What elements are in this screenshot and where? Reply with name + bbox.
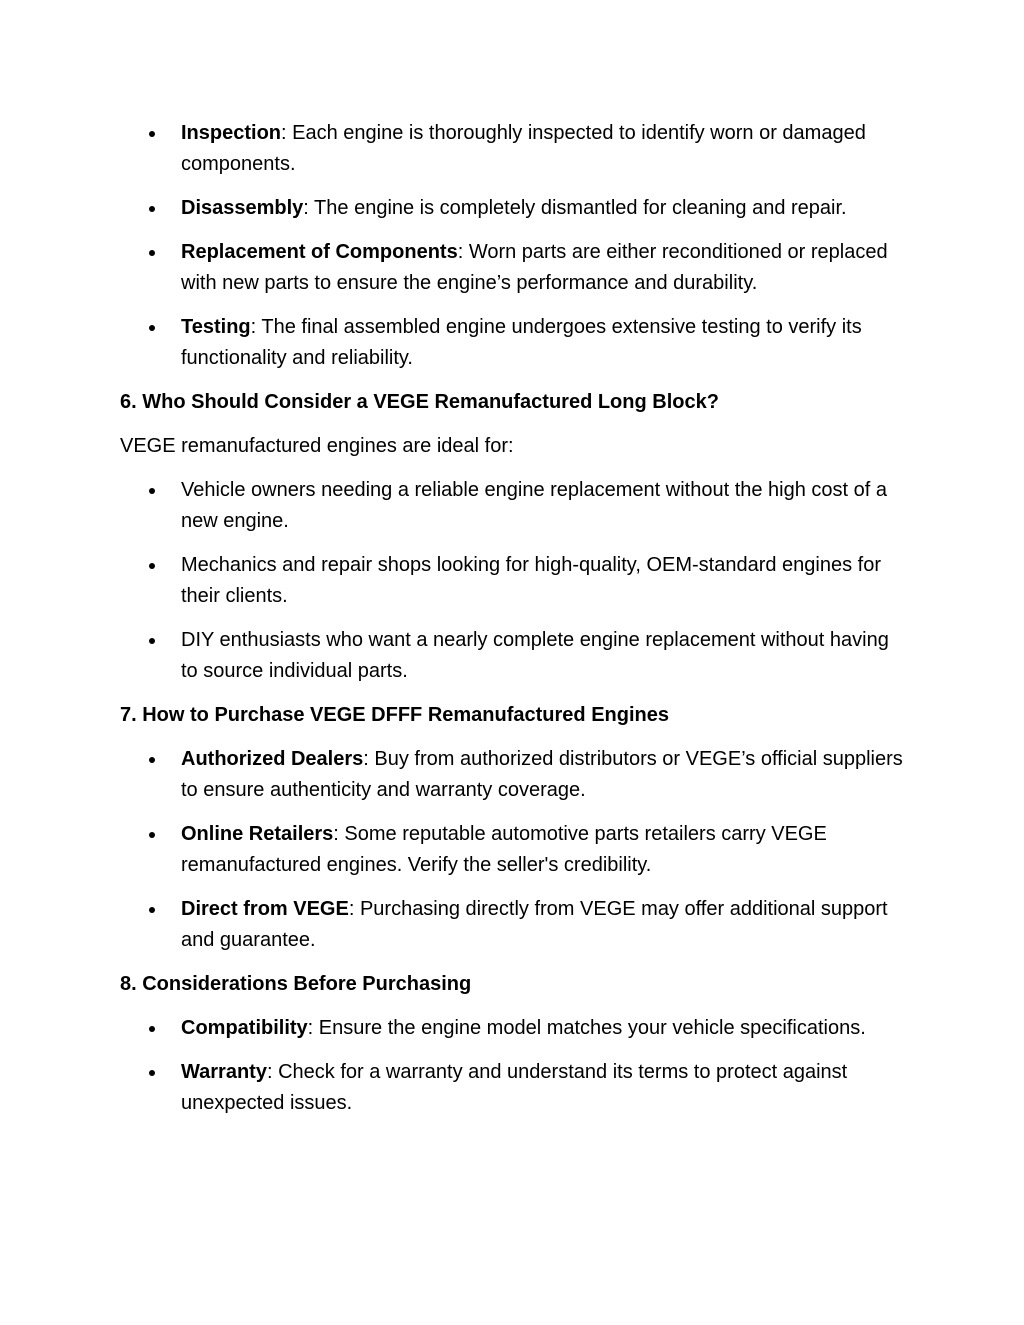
bullet-icon [149, 563, 155, 569]
bullet-icon [149, 638, 155, 644]
list-item-text: : Each engine is thoroughly inspected to identify worn or damaged components. [181, 122, 866, 175]
list-item-term: Warranty [181, 1061, 267, 1083]
list-item-term: Inspection [181, 122, 282, 144]
list-item-text: Vehicle owners needing a reliable engine replacement without the high cost of a new engine. [181, 479, 888, 532]
list-item-term: Disassembly [181, 197, 304, 219]
process-steps-list [120, 118, 910, 374]
list-item-term: Direct from VEGE [181, 898, 349, 920]
list-item [120, 312, 910, 374]
list-item [120, 118, 910, 180]
list-item-text: : The final assembled engine undergoes extensive testing to verify its functionality and reliability. [181, 316, 862, 369]
list-item-term: Compatibility [181, 1017, 308, 1039]
list-item-text: : Some reputable automotive parts retailers carry VEGE remanufactured engines. Verify the seller's credibility. [181, 823, 827, 876]
section-heading-who-should-consider: 6. Who Should Consider a VEGE Remanufactured Long Block? [120, 391, 719, 413]
list-item-text: : Check for a warranty and understand its terms to protect against unexpected issues. [181, 1061, 848, 1114]
bullet-icon [149, 131, 155, 137]
considerations-list [120, 1013, 910, 1119]
list-item-text: : Ensure the engine model matches your vehicle specifications. [307, 1017, 866, 1039]
list-item-text: DIY enthusiasts who want a nearly complete engine replacement without having to source individual parts. [181, 629, 889, 682]
bullet-icon [149, 325, 155, 331]
list-item-term: Testing [181, 316, 251, 338]
list-item-term: Replacement of Components [181, 241, 458, 263]
section-heading-how-to-purchase: 7. How to Purchase VEGE DFFF Remanufactured Engines [120, 704, 669, 726]
ideal-for-list [120, 475, 910, 687]
bullet-icon [149, 250, 155, 256]
bullet-icon [149, 1026, 155, 1032]
list-item-text: : The engine is completely dismantled for cleaning and repair. [303, 197, 847, 219]
list-item [120, 475, 910, 537]
list-item [120, 894, 910, 956]
purchase-options-list [120, 744, 910, 956]
list-item [120, 193, 910, 224]
list-item [120, 237, 910, 299]
bullet-icon [149, 488, 155, 494]
bullet-icon [149, 1070, 155, 1076]
list-item [120, 744, 910, 806]
list-item [120, 819, 910, 881]
document-content [120, 118, 910, 1132]
bullet-icon [149, 907, 155, 913]
list-item [120, 1013, 910, 1044]
bullet-icon [149, 832, 155, 838]
list-item-text: : Purchasing directly from VEGE may offer additional support and guarantee. [181, 898, 888, 951]
bullet-icon [149, 757, 155, 763]
list-item [120, 625, 910, 687]
list-item-term: Online Retailers [181, 823, 334, 845]
section-intro: VEGE remanufactured engines are ideal for: [120, 435, 514, 457]
bullet-icon [149, 206, 155, 212]
list-item-term: Authorized Dealers [181, 748, 364, 770]
list-item-text: : Worn parts are either reconditioned or replaced with new parts to ensure the engine’s performance and durability. [181, 241, 888, 294]
list-item [120, 550, 910, 612]
section-heading-considerations: 8. Considerations Before Purchasing [120, 973, 472, 995]
list-item-text: Mechanics and repair shops looking for high-quality, OEM-standard engines for their clients. [181, 554, 881, 607]
list-item-text: : Buy from authorized distributors or VEGE’s official suppliers to ensure authenticity and warranty coverage. [181, 748, 903, 801]
list-item [120, 1057, 910, 1119]
